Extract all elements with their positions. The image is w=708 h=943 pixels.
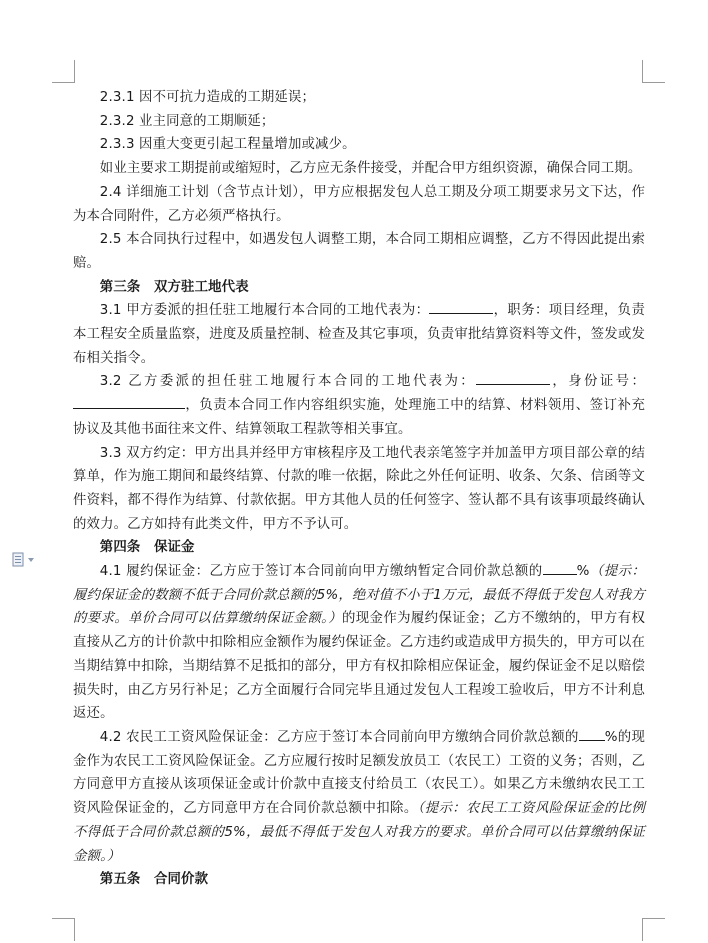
- clause-4-1-text-b: %: [576, 564, 590, 580]
- clause-4-2: [73, 726, 645, 868]
- page-corner-mark-bottom-left: [52, 918, 75, 941]
- performance-deposit-percent-blank[interactable]: [543, 561, 577, 575]
- clause-3-2: [73, 370, 645, 441]
- paragraph-layout-icon[interactable]: [12, 552, 38, 568]
- clause-2-3-2: 2.3.2 业主同意的工期顺延；: [99, 113, 275, 129]
- page-corner-mark-top-left: [52, 60, 75, 83]
- clause-4-2-text-b: %的现金作为农民工工资风险保证金。乙方应履行按时足额发放员工（农民工）工资的义务；否则，乙方同意甲方直接从该项保证金或计价款中直接支付给员工（农民工）。如果乙方未缴纳农民工工资风险保证金的，乙方同意甲方在合同价款总额中扣除。: [73, 729, 645, 817]
- clause-3-1-text-b: ，职务：项目经理，负责本工程安全质量监察，进度及质量控制、检查及其它事项，负责审批结算资料等文件，签发或发布相关指令。: [73, 303, 645, 366]
- id-number-blank[interactable]: [73, 395, 185, 409]
- clause-4-1: [73, 560, 645, 726]
- clause-3-3: 3.3 双方约定：甲方出具并经甲方审核程序及工地代表亲笔签字并加盖甲方项目部公章的结算单，作为施工期间和最终结算、付款的唯一依据，除此之外任何证明、收条、欠条、信函等文件资料，都不得作为结算、付款依据。甲方其他人员的任何签字、签认都不具有该事项最终确认的效力。乙方如持有此类文件，甲方不予认可。: [73, 445, 645, 532]
- clause-2-4: 2.4 详细施工计划（含节点计划），甲方应根据发包人总工期及分项工期要求另文下达，作为本合同附件，乙方必须严格执行。: [73, 184, 645, 224]
- clause-2-3-1: 2.3.1 因不可抗力造成的工期延误；: [99, 90, 316, 105]
- clause-4-1-text-a: 4.1 履约保证金：乙方应于签订本合同前向甲方缴纳暂定合同价款总额的: [99, 564, 543, 580]
- clause-4-2-note: （提示：农民工工资风险保证金的比例不得低于合同价款总额的5%，最低不得低于发包人对我方的要求。单价合同可以估算缴纳保证金额。）: [73, 801, 645, 864]
- document-body: [73, 86, 645, 892]
- clause-2-5: 2.5 本合同执行过程中，如遇发包人调整工期，本合同工期相应调整，乙方不得因此提出索赔。: [73, 232, 645, 271]
- clause-early-completion: 如业主要求工期提前或缩短时，乙方应无条件接受，并配合甲方组织资源，确保合同工期。: [99, 161, 642, 177]
- clause-4-1-note: （提示：履约保证金的数额不低于合同价款总额的5%，绝对值不小于1万元，最低不得低于发包人对我方的要求。单价合同可以估算缴纳保证金额。）: [73, 564, 645, 627]
- page-corner-mark-top-right: [642, 60, 665, 83]
- clause-3-1-text-a: 3.1 甲方委派的担任驻工地履行本合同的工地代表为：: [99, 303, 430, 319]
- page-corner-mark-bottom-right: [642, 918, 665, 941]
- clause-3-2-text-a: 3.2 乙方委派的担任驻工地履行本合同的工地代表为：: [99, 374, 477, 390]
- clause-4-2-text-a: 4.2 农民工工资风险保证金：乙方应于签订本合同前向甲方缴纳合同价款总额的: [99, 729, 579, 745]
- article-5-heading: 第五条 合同价款: [99, 872, 209, 888]
- clause-3-1: [73, 299, 645, 370]
- clause-3-2-text-c: ，负责本合同工作内容组织实施，处理施工中的结算、材料领用、签订补充协议及其他书面往来文件、结算领取工程款等相关事宜。: [73, 398, 645, 437]
- wage-deposit-percent-blank[interactable]: [579, 727, 605, 741]
- clause-2-3-3: 2.3.3 因重大变更引起工程量增加或减少。: [99, 137, 356, 153]
- clause-4-1-text-c: 的现金作为履约保证金；乙方不缴纳的，甲方有权直接从乙方的计价款中扣除相应金额作为履约保证金。乙方违约或造成甲方损失的，甲方可以在当期结算中扣除，当期结算不足抵扣的部分，甲方有权扣除相应保证金，履约保证金不足以赔偿损失时，由乙方另行补足；乙方全面履行合同完毕且通过发包人工程竣工验收后，甲方不计利息返还。: [73, 611, 645, 722]
- party-b-representative-blank[interactable]: [476, 372, 550, 386]
- party-a-representative-blank[interactable]: [429, 301, 493, 315]
- article-3-heading: 第三条 双方驻工地代表: [99, 279, 249, 295]
- clause-3-2-text-b: ，身份证号：: [550, 374, 646, 390]
- article-4-heading: 第四条 保证金: [99, 540, 195, 556]
